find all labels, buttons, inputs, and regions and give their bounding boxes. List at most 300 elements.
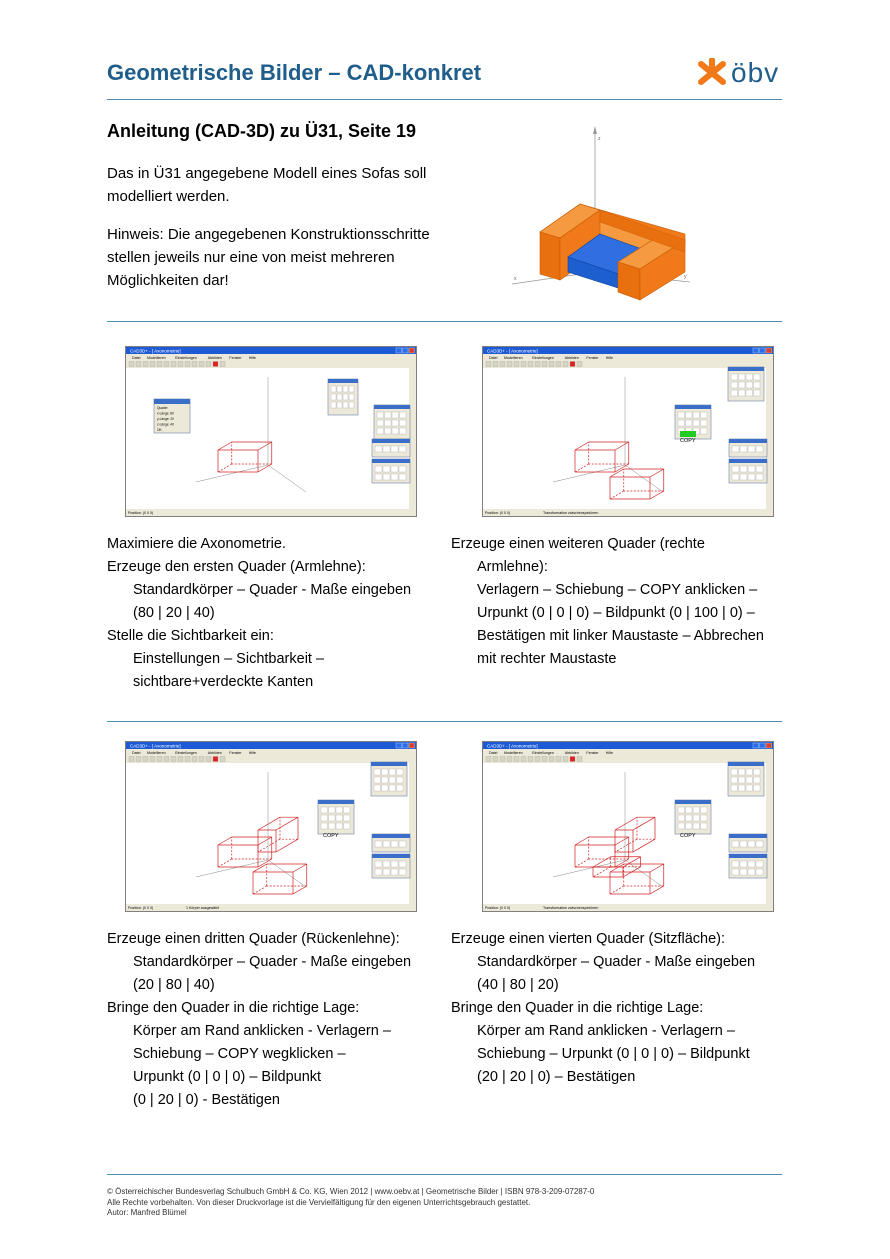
oebv-logo bbox=[697, 58, 779, 88]
tool-button bbox=[400, 420, 407, 426]
tool-button bbox=[321, 815, 328, 821]
step-1-instructions bbox=[107, 533, 437, 694]
page-title: Geometrische Bilder – CAD-konkret bbox=[107, 60, 482, 85]
dialog-field: OK bbox=[157, 428, 162, 432]
toolbar-icon bbox=[507, 757, 512, 762]
tool-button bbox=[701, 420, 708, 426]
tool-button bbox=[731, 390, 738, 396]
drawing-canvas bbox=[126, 763, 409, 904]
tool-panel-titlebar bbox=[728, 367, 764, 371]
tool-button bbox=[746, 382, 753, 388]
svg-text:z: z bbox=[598, 136, 601, 142]
screenshot-step-3 bbox=[125, 741, 417, 912]
toolbar-icon bbox=[542, 362, 547, 367]
tool-button bbox=[374, 785, 381, 791]
tool-button bbox=[375, 466, 382, 472]
toolbar-icon bbox=[570, 757, 575, 762]
tool-button bbox=[391, 861, 398, 867]
step-4-instructions bbox=[451, 928, 787, 1089]
instruction-line: Standardkörper – Quader - Maße eingeben bbox=[133, 954, 412, 970]
toolbar-icon bbox=[171, 362, 176, 367]
section-heading: Anleitung (CAD-3D) zu Ü31, Seite 19 bbox=[107, 121, 417, 141]
toolbar-icon bbox=[192, 757, 197, 762]
instruction-line: (0 | 20 | 0) - Bestätigen bbox=[133, 1092, 280, 1108]
tool-button bbox=[321, 807, 328, 813]
footer-author: Autor: Manfred Blümel bbox=[107, 1208, 187, 1217]
menu-bar bbox=[483, 354, 773, 360]
tool-button bbox=[349, 386, 354, 392]
tool-button bbox=[374, 777, 381, 783]
copy-button: COPY bbox=[680, 438, 696, 444]
tool-button bbox=[374, 769, 381, 775]
toolbar-icon bbox=[185, 362, 190, 367]
instruction-line: mit rechter Maustaste bbox=[477, 651, 617, 667]
tool-button bbox=[748, 446, 755, 452]
status-position: Position: (0 0 0) bbox=[128, 511, 154, 516]
tool-button bbox=[385, 428, 392, 434]
screenshot-step-2 bbox=[482, 346, 774, 517]
tool-button bbox=[732, 841, 739, 847]
menu-item: Fenster bbox=[229, 355, 242, 360]
footer-copyright: © Österreichischer Bundesverlag Schulbuch GmbH & Co. KG, Wien 2012 | www.oebv.at | Geometrische Bilder | ISBN 978-3-209-07287-0 bbox=[107, 1187, 595, 1196]
tool-button bbox=[740, 466, 747, 472]
toolbar-icon bbox=[164, 362, 169, 367]
instruction-line: Erzeuge einen vierten Quader (Sitzfläche): bbox=[451, 931, 726, 947]
tool-button bbox=[382, 769, 389, 775]
window-control-icon bbox=[753, 743, 759, 748]
window-control-icon bbox=[760, 743, 766, 748]
tool-button bbox=[739, 382, 746, 388]
tool-button bbox=[382, 785, 389, 791]
toolbar-icon bbox=[129, 757, 134, 762]
status-message: Transformation zwischenspeichern bbox=[543, 906, 599, 911]
instruction-line: Bringe den Quader in die richtige Lage: bbox=[451, 1000, 704, 1016]
tool-button bbox=[375, 841, 382, 847]
tool-button bbox=[740, 474, 747, 480]
dialog-field: x-Länge: 80 bbox=[157, 411, 174, 416]
tool-button bbox=[746, 777, 753, 783]
tool-button bbox=[392, 420, 399, 426]
instruction-line: Körper am Rand anklicken - Verlagern – bbox=[133, 1023, 391, 1039]
tool-button bbox=[344, 823, 351, 829]
tool-button bbox=[391, 869, 398, 875]
toolbar-icon bbox=[199, 757, 204, 762]
instruction-line: Bringe den Quader in die richtige Lage: bbox=[107, 1000, 360, 1016]
screenshot-step-1 bbox=[125, 346, 417, 517]
tool-button bbox=[701, 815, 708, 821]
instruction-line: (40 | 80 | 20) bbox=[477, 977, 559, 993]
close-icon bbox=[409, 743, 415, 748]
cad3d-window bbox=[483, 742, 773, 911]
dialog-field: y-Länge: 20 bbox=[157, 417, 174, 421]
tool-button bbox=[739, 769, 746, 775]
menu-item: Modellieren bbox=[504, 750, 523, 755]
tool-button bbox=[701, 412, 708, 418]
toolbar-icon bbox=[199, 362, 204, 367]
step-2-instructions bbox=[451, 533, 787, 671]
instruction-line: Bestätigen mit linker Maustaste – Abbrechen bbox=[477, 628, 764, 644]
scrollbar bbox=[766, 763, 773, 904]
toolbar-icon bbox=[171, 757, 176, 762]
tool-button bbox=[754, 390, 761, 396]
toolbar-icon bbox=[577, 362, 582, 367]
toolbar-icon bbox=[563, 757, 568, 762]
menu-item: Fenster bbox=[586, 750, 599, 755]
toolbar-icon bbox=[514, 757, 519, 762]
tool-button bbox=[678, 823, 685, 829]
tool-panel-titlebar bbox=[729, 834, 767, 838]
window-title: CAD3D+ - [ Axonometrie] bbox=[130, 743, 181, 749]
instruction-line: Erzeuge einen dritten Quader (Rückenlehne): bbox=[107, 931, 400, 947]
tool-button bbox=[337, 402, 342, 408]
tool-button bbox=[748, 869, 755, 875]
window-control-icon bbox=[760, 348, 766, 353]
status-bar bbox=[483, 904, 773, 911]
toolbar-icon bbox=[500, 757, 505, 762]
menu-bar bbox=[126, 749, 416, 755]
tool-button bbox=[731, 374, 738, 380]
instruction-line: sichtbare+verdeckte Kanten bbox=[133, 674, 314, 690]
tool-button bbox=[399, 474, 406, 480]
toolbar-icon bbox=[563, 362, 568, 367]
tool-button bbox=[397, 785, 404, 791]
toolbar-icon bbox=[164, 757, 169, 762]
tool-button bbox=[756, 841, 763, 847]
instruction-line: Maximiere die Axonometrie. bbox=[107, 536, 286, 552]
status-message: 1 Körper ausgewählt bbox=[186, 906, 219, 911]
sofa-model-figure bbox=[500, 122, 710, 307]
tool-button bbox=[693, 420, 700, 426]
tool-button bbox=[329, 815, 336, 821]
tool-button bbox=[731, 785, 738, 791]
cad3d-window bbox=[126, 347, 416, 516]
toolbar-icon bbox=[178, 362, 183, 367]
section-rule-2 bbox=[107, 721, 782, 722]
tool-button bbox=[383, 474, 390, 480]
tool-button bbox=[731, 777, 738, 783]
tool-button bbox=[383, 861, 390, 867]
tool-button bbox=[400, 412, 407, 418]
menu-item: Abbilden bbox=[564, 750, 579, 755]
tool-button bbox=[754, 382, 761, 388]
tool-button bbox=[693, 823, 700, 829]
tool-panel-titlebar bbox=[675, 800, 711, 804]
window-control-icon bbox=[403, 743, 409, 748]
instruction-line: (20 | 80 | 40) bbox=[133, 977, 215, 993]
tool-button bbox=[740, 841, 747, 847]
tool-button bbox=[336, 807, 343, 813]
tool-panel-titlebar bbox=[372, 854, 410, 858]
toolbar-icon bbox=[577, 757, 582, 762]
status-position: Position: (0 0 0) bbox=[128, 906, 154, 911]
tool-button bbox=[756, 861, 763, 867]
tool-button bbox=[693, 807, 700, 813]
tool-button bbox=[385, 420, 392, 426]
tool-button bbox=[397, 769, 404, 775]
menu-bar bbox=[483, 749, 773, 755]
tool-button bbox=[391, 474, 398, 480]
instruction-line: Erzeuge den ersten Quader (Armlehne): bbox=[107, 559, 366, 575]
intro-paragraph-1: Das in Ü31 angegebene Modell eines Sofas soll modelliert werden. bbox=[107, 165, 427, 205]
scrollbar bbox=[409, 763, 416, 904]
menu-item: Datei bbox=[132, 355, 141, 360]
dialog-titlebar bbox=[154, 399, 190, 404]
toolbar-icon bbox=[213, 362, 218, 367]
tool-button bbox=[392, 412, 399, 418]
tool-button bbox=[740, 861, 747, 867]
window-control-icon bbox=[396, 348, 402, 353]
tool-button bbox=[678, 807, 685, 813]
tool-button bbox=[732, 466, 739, 472]
toolbar-icon bbox=[178, 757, 183, 762]
tool-button bbox=[732, 869, 739, 875]
tool-button bbox=[748, 861, 755, 867]
tool-button bbox=[399, 841, 406, 847]
svg-text:y: y bbox=[684, 274, 687, 280]
toolbar-icon bbox=[542, 757, 547, 762]
tool-button bbox=[686, 420, 693, 426]
tool-button bbox=[344, 815, 351, 821]
tool-button bbox=[731, 382, 738, 388]
tool-panel-titlebar bbox=[372, 834, 410, 838]
tool-button bbox=[686, 807, 693, 813]
status-position: Position: (0 0 0) bbox=[485, 511, 511, 516]
drawing-canvas bbox=[483, 763, 766, 904]
tool-button bbox=[399, 446, 406, 452]
tool-button bbox=[754, 777, 761, 783]
instruction-line: (20 | 20 | 0) – Bestätigen bbox=[477, 1069, 636, 1085]
tool-panel-titlebar bbox=[318, 800, 354, 804]
menu-item: Hilfe bbox=[248, 355, 257, 360]
tool-panel-titlebar bbox=[728, 762, 764, 766]
tool-button bbox=[349, 394, 354, 400]
tool-button bbox=[686, 412, 693, 418]
toolbar-icon bbox=[521, 362, 526, 367]
tool-panel-titlebar bbox=[729, 439, 767, 443]
toolbar-icon bbox=[486, 362, 491, 367]
tool-panel-titlebar bbox=[371, 762, 407, 766]
tool-panel-titlebar bbox=[675, 405, 711, 409]
instruction-line: Stelle die Sichtbarkeit ein: bbox=[107, 628, 274, 644]
tool-button bbox=[336, 815, 343, 821]
toolbar-icon bbox=[535, 362, 540, 367]
status-position: Position: (0 0 0) bbox=[485, 906, 511, 911]
tool-button bbox=[739, 390, 746, 396]
tool-button bbox=[399, 466, 406, 472]
tool-button bbox=[399, 869, 406, 875]
instruction-line: (80 | 20 | 40) bbox=[133, 605, 215, 621]
toolbar-icon bbox=[507, 362, 512, 367]
tool-button bbox=[678, 420, 685, 426]
tool-button bbox=[686, 815, 693, 821]
section-rule-1 bbox=[107, 321, 782, 322]
drawing-canvas bbox=[126, 368, 409, 509]
tool-button bbox=[756, 446, 763, 452]
menu-item: Modellieren bbox=[147, 750, 166, 755]
menu-item: Fenster bbox=[229, 750, 242, 755]
svg-text:x: x bbox=[514, 276, 517, 282]
window-control-icon bbox=[396, 743, 402, 748]
toolbar-icon bbox=[528, 757, 533, 762]
toolbar-icon bbox=[528, 362, 533, 367]
tool-button bbox=[748, 474, 755, 480]
toolbar-icon bbox=[129, 362, 134, 367]
tool-button bbox=[389, 769, 396, 775]
scrollbar bbox=[766, 368, 773, 509]
toolbar-icon bbox=[556, 362, 561, 367]
close-icon bbox=[766, 348, 772, 353]
tool-button bbox=[343, 394, 348, 400]
tool-button bbox=[349, 402, 354, 408]
menu-item: Datei bbox=[489, 355, 498, 360]
tool-button bbox=[756, 466, 763, 472]
tool-button bbox=[740, 869, 747, 875]
tool-button bbox=[375, 474, 382, 480]
instruction-line: Einstellungen – Sichtbarkeit – bbox=[133, 651, 325, 667]
instruction-line: Erzeuge einen weiteren Quader (rechte bbox=[451, 536, 705, 552]
copy-button: COPY bbox=[323, 833, 339, 839]
tool-button bbox=[754, 374, 761, 380]
window-title: CAD3D+ - [ Axonometrie] bbox=[487, 743, 538, 749]
tool-button bbox=[732, 474, 739, 480]
instruction-line: Standardkörper – Quader - Maße eingeben bbox=[477, 954, 756, 970]
close-icon bbox=[409, 348, 415, 353]
tool-button bbox=[391, 841, 398, 847]
tool-button bbox=[329, 807, 336, 813]
toolbar-icon bbox=[220, 757, 225, 762]
drawing-canvas bbox=[483, 368, 766, 509]
tool-button bbox=[756, 869, 763, 875]
toolbar-icon bbox=[206, 757, 211, 762]
toolbar-icon bbox=[549, 757, 554, 762]
toolbar-icon bbox=[535, 757, 540, 762]
tool-button bbox=[337, 394, 342, 400]
menu-bar bbox=[126, 354, 416, 360]
tool-button bbox=[375, 869, 382, 875]
instruction-line: Schiebung – COPY wegklicken – bbox=[133, 1046, 346, 1062]
tool-button bbox=[678, 412, 685, 418]
menu-item: Einstellungen bbox=[175, 750, 197, 755]
tool-button bbox=[693, 412, 700, 418]
toolbar-icon bbox=[143, 362, 148, 367]
tool-button bbox=[331, 386, 336, 392]
menu-item: Datei bbox=[489, 750, 498, 755]
toolbar-icon bbox=[157, 757, 162, 762]
menu-item: Einstellungen bbox=[175, 355, 197, 360]
tool-button bbox=[701, 807, 708, 813]
tool-button bbox=[686, 823, 693, 829]
tool-button bbox=[383, 466, 390, 472]
tool-panel-titlebar bbox=[328, 379, 358, 383]
tool-button bbox=[399, 861, 406, 867]
tool-button bbox=[391, 466, 398, 472]
tool-button bbox=[377, 412, 384, 418]
toolbar-icon bbox=[206, 362, 211, 367]
toolbar-icon bbox=[150, 362, 155, 367]
toolbar-icon bbox=[500, 362, 505, 367]
menu-item: Datei bbox=[132, 750, 141, 755]
toolbar-icon bbox=[570, 362, 575, 367]
tool-button bbox=[383, 446, 390, 452]
toolbar-icon bbox=[549, 362, 554, 367]
tool-button bbox=[385, 412, 392, 418]
toolbar-icon bbox=[514, 362, 519, 367]
toolbar-icon bbox=[185, 757, 190, 762]
toolbar-icon bbox=[192, 362, 197, 367]
tool-button bbox=[693, 815, 700, 821]
toolbar-icon bbox=[136, 757, 141, 762]
tool-button bbox=[331, 402, 336, 408]
tool-panel-titlebar bbox=[729, 854, 767, 858]
tool-button bbox=[754, 769, 761, 775]
tool-button bbox=[377, 420, 384, 426]
footer bbox=[107, 1187, 594, 1219]
toolbar-icon bbox=[486, 757, 491, 762]
tool-button bbox=[754, 785, 761, 791]
instruction-line: Urpunkt (0 | 0 | 0) – Bildpunkt (0 | 100 | 0) – bbox=[477, 605, 755, 621]
toolbar-icon bbox=[556, 757, 561, 762]
tool-button bbox=[375, 861, 382, 867]
tool-button bbox=[746, 374, 753, 380]
tool-button bbox=[731, 769, 738, 775]
logo-text: öbv bbox=[731, 57, 780, 88]
tool-button bbox=[344, 807, 351, 813]
tool-panel-titlebar bbox=[729, 459, 767, 463]
cad3d-window bbox=[126, 742, 416, 911]
instruction-line: Körper am Rand anklicken - Verlagern – bbox=[477, 1023, 735, 1039]
window-title: CAD3D+ - [ Axonometrie] bbox=[487, 348, 538, 354]
tool-panel-titlebar bbox=[372, 439, 410, 443]
instruction-line: Urpunkt (0 | 0 | 0) – Bildpunkt bbox=[133, 1069, 322, 1085]
tool-button bbox=[391, 446, 398, 452]
footer-rights: Alle Rechte vorbehalten. Von dieser Druckvorlage ist die Vervielfältigung für den eigenen Unterrichtsgebrauch gestattet. bbox=[107, 1197, 531, 1207]
instruction-line: Verlagern – Schiebung – COPY anklicken – bbox=[477, 582, 758, 598]
tool-button bbox=[701, 823, 708, 829]
tool-button bbox=[397, 777, 404, 783]
tool-button bbox=[701, 428, 708, 434]
window-control-icon bbox=[403, 348, 409, 353]
menu-item: Fenster bbox=[586, 355, 599, 360]
footer-rule bbox=[107, 1174, 782, 1175]
tool-button bbox=[343, 402, 348, 408]
tool-button bbox=[329, 823, 336, 829]
toolbar-icon bbox=[213, 757, 218, 762]
header-rule bbox=[107, 99, 782, 100]
oebv-star-icon bbox=[697, 58, 727, 88]
instruction-line: Armlehne): bbox=[477, 559, 548, 575]
menu-item: Modellieren bbox=[504, 355, 523, 360]
tool-button bbox=[739, 785, 746, 791]
menu-item: Hilfe bbox=[248, 750, 257, 755]
menu-item: Hilfe bbox=[605, 355, 614, 360]
toolbar-icon bbox=[157, 362, 162, 367]
tool-button bbox=[400, 428, 407, 434]
tool-button bbox=[740, 446, 747, 452]
tool-button bbox=[739, 374, 746, 380]
tool-button bbox=[748, 841, 755, 847]
tool-button bbox=[321, 823, 328, 829]
status-bar bbox=[483, 509, 773, 516]
tool-button bbox=[331, 394, 336, 400]
cad3d-window bbox=[483, 347, 773, 516]
tool-panel-titlebar bbox=[372, 459, 410, 463]
tool-button bbox=[739, 777, 746, 783]
menu-item: Abbilden bbox=[207, 355, 222, 360]
menu-item: Einstellungen bbox=[532, 750, 554, 755]
tool-button bbox=[375, 446, 382, 452]
tool-button bbox=[748, 466, 755, 472]
dialog-field: Quader bbox=[157, 406, 168, 410]
